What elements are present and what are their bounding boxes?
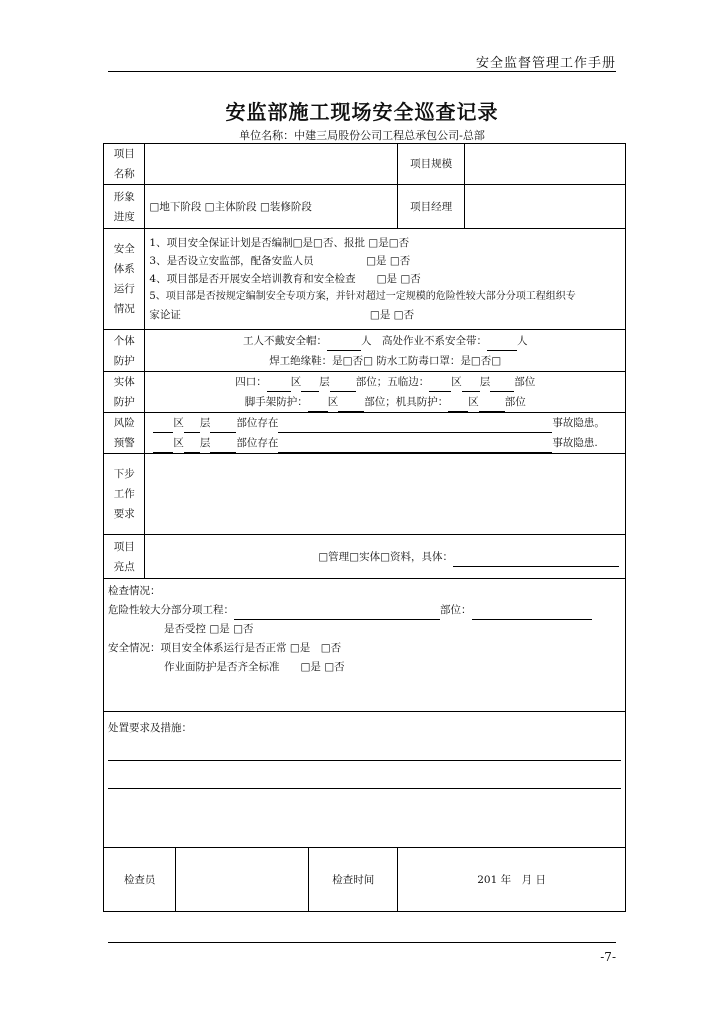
blank[interactable]: [338, 411, 364, 412]
no-helmet-label: 工人不戴安全帽：: [242, 334, 327, 347]
label-line: 体系: [113, 263, 135, 275]
unit-person: 人: [516, 334, 528, 347]
label-project-name: [104, 144, 145, 185]
measures-line-2[interactable]: [108, 761, 621, 789]
project-scale-field[interactable]: [465, 144, 626, 185]
label-line: 亮点: [113, 560, 135, 573]
label-line: 项目: [113, 148, 135, 160]
label-line: 预警: [113, 437, 135, 449]
unit-name: 单位名称：中建三局股份公司工程总承包公司-总部: [239, 129, 485, 142]
label-progress: [104, 185, 145, 229]
label-line: 情况: [113, 303, 135, 315]
highlight-text: □管理□实体□资料，具体：: [318, 550, 453, 563]
next-step-field[interactable]: [145, 454, 626, 535]
progress-options[interactable]: □地下阶段 □主体阶段 □装修阶段: [145, 185, 398, 229]
danger-label: 危险性较大分部分项工程：: [108, 604, 234, 616]
safety-item: 家论证 □是 □否: [149, 309, 415, 321]
measures-content[interactable]: [104, 712, 626, 848]
blank[interactable]: [278, 452, 552, 453]
text: 层: [199, 417, 211, 429]
measures-line-1[interactable]: [108, 738, 621, 761]
text: 部位: [514, 376, 536, 388]
text: 层: [199, 437, 211, 449]
label-line: 个体: [113, 334, 135, 347]
text: 部位: [504, 396, 526, 408]
row-inspection: [104, 579, 626, 712]
row-measures: [104, 712, 626, 848]
label-line: 要求: [113, 508, 135, 520]
highlight-content[interactable]: [145, 535, 626, 579]
safety-item: 3、是否设立安监部，配备安监人员 □是 □否: [149, 255, 411, 267]
part-blank[interactable]: [472, 619, 592, 620]
label-personal-protection: [104, 330, 145, 372]
label-inspector: 检查员: [104, 848, 176, 912]
text: 事故隐患。: [552, 417, 605, 429]
label-line: 项目: [113, 540, 135, 553]
part-label: 部位：: [440, 604, 472, 616]
text: 区: [173, 437, 184, 449]
safety-check-2: 作业面防护是否齐全标准 □是 □否: [164, 661, 345, 673]
text: 层: [319, 376, 330, 388]
text: 四口：: [235, 376, 267, 388]
label-physical-protection: [104, 372, 145, 413]
no-harness-label: 人 高处作业不系安全带：: [360, 334, 487, 347]
physical-line-1: [149, 372, 621, 392]
label-line: 风险: [113, 417, 135, 429]
label-line: 工作: [113, 488, 135, 500]
text: 事故隐患.: [552, 437, 598, 449]
text: 脚手架防护：: [244, 396, 308, 408]
project-manager-field[interactable]: [465, 185, 626, 229]
blank[interactable]: [479, 411, 505, 412]
blank[interactable]: [210, 452, 236, 453]
text: 部位存在: [236, 437, 279, 449]
safety-check-1: 安全情况：项目安全体系运行是否正常 □是 □否: [108, 642, 342, 654]
personal-line-2: 焊工绝缘鞋：是□否□ 防水工防毒口罩：是□否□: [269, 354, 502, 367]
blank[interactable]: [184, 452, 200, 453]
page-number: -7-: [600, 950, 616, 964]
row-highlight: [104, 535, 626, 579]
blank[interactable]: [448, 411, 468, 412]
safety-system-items[interactable]: [145, 229, 626, 330]
row-safety-system: [104, 229, 626, 330]
text: 区: [468, 396, 479, 408]
personal-protection-content[interactable]: [145, 330, 626, 372]
controlled-check: 是否受控 □是 □否: [164, 623, 254, 635]
label-line: 防护: [113, 396, 135, 408]
blank[interactable]: [153, 452, 173, 453]
label-line: 名称: [113, 168, 135, 180]
page-title: 安监部施工现场安全巡查记录: [225, 100, 499, 124]
label-next-step: [104, 454, 145, 535]
text: 区: [290, 376, 302, 388]
text: 层: [479, 376, 491, 388]
label-line: 实体: [113, 376, 135, 388]
risk-line-1: [153, 413, 621, 433]
inspection-content[interactable]: [104, 579, 626, 712]
safety-item: 1、项目安全保证计划是否编制□是□否、报批 □是□否: [149, 237, 410, 249]
inspection-heading: 检查情况：: [108, 585, 161, 597]
physical-protection-content[interactable]: [145, 372, 626, 413]
row-personal-protection: [104, 330, 626, 372]
text: 部位；机具防护：: [364, 396, 449, 408]
danger-blank[interactable]: [234, 619, 440, 620]
row-risk-warning: [104, 413, 626, 454]
safety-item: 4、项目部是否开展安全培训教育和安全检查 □是 □否: [149, 273, 421, 285]
blank[interactable]: [308, 411, 328, 412]
header-rule: [108, 71, 616, 72]
text: 区: [327, 396, 339, 408]
row-signature: [104, 848, 626, 912]
text: 部位存在: [236, 417, 279, 429]
label-highlight: [104, 535, 145, 579]
text: 区: [173, 417, 184, 429]
label-risk-warning: [104, 413, 145, 454]
danger-line: [108, 601, 621, 620]
text: 区: [451, 376, 462, 388]
label-line: 下步: [113, 468, 135, 480]
risk-warning-content[interactable]: [145, 413, 626, 454]
label-inspection-time: 检查时间: [309, 848, 398, 912]
row-project-name: [104, 144, 626, 185]
row-progress: [104, 185, 626, 229]
manual-header: 安全监督管理工作手册: [475, 56, 616, 71]
text: 部位；五临边：: [355, 376, 430, 388]
label-line: 运行: [113, 283, 135, 295]
project-name-field[interactable]: [145, 144, 398, 185]
label-project-scale: 项目规模: [398, 144, 465, 185]
label-project-manager: 项目经理: [398, 185, 465, 229]
safety-item: 5、项目部是否按规定编制安全专项方案，并针对超过一定规模的危险性较大部分分项工程组织专: [149, 291, 576, 302]
label-safety-system: [104, 229, 145, 330]
physical-line-2: [149, 392, 621, 412]
personal-line-1: [149, 331, 621, 351]
risk-line-2: [153, 433, 621, 453]
inspection-date[interactable]: 201 年 月 日: [398, 848, 626, 912]
label-line: 进度: [113, 210, 135, 223]
row-physical-protection: [104, 372, 626, 413]
footer-rule: [108, 942, 616, 943]
inspection-record-table: [103, 143, 626, 912]
row-next-step: [104, 454, 626, 535]
highlight-blank[interactable]: [453, 566, 619, 567]
inspector-field[interactable]: [176, 848, 309, 912]
label-line: 防护: [113, 354, 135, 367]
measures-heading: 处置要求及措施：: [108, 722, 192, 734]
label-line: 安全: [113, 243, 135, 255]
label-line: 形象: [113, 190, 135, 203]
